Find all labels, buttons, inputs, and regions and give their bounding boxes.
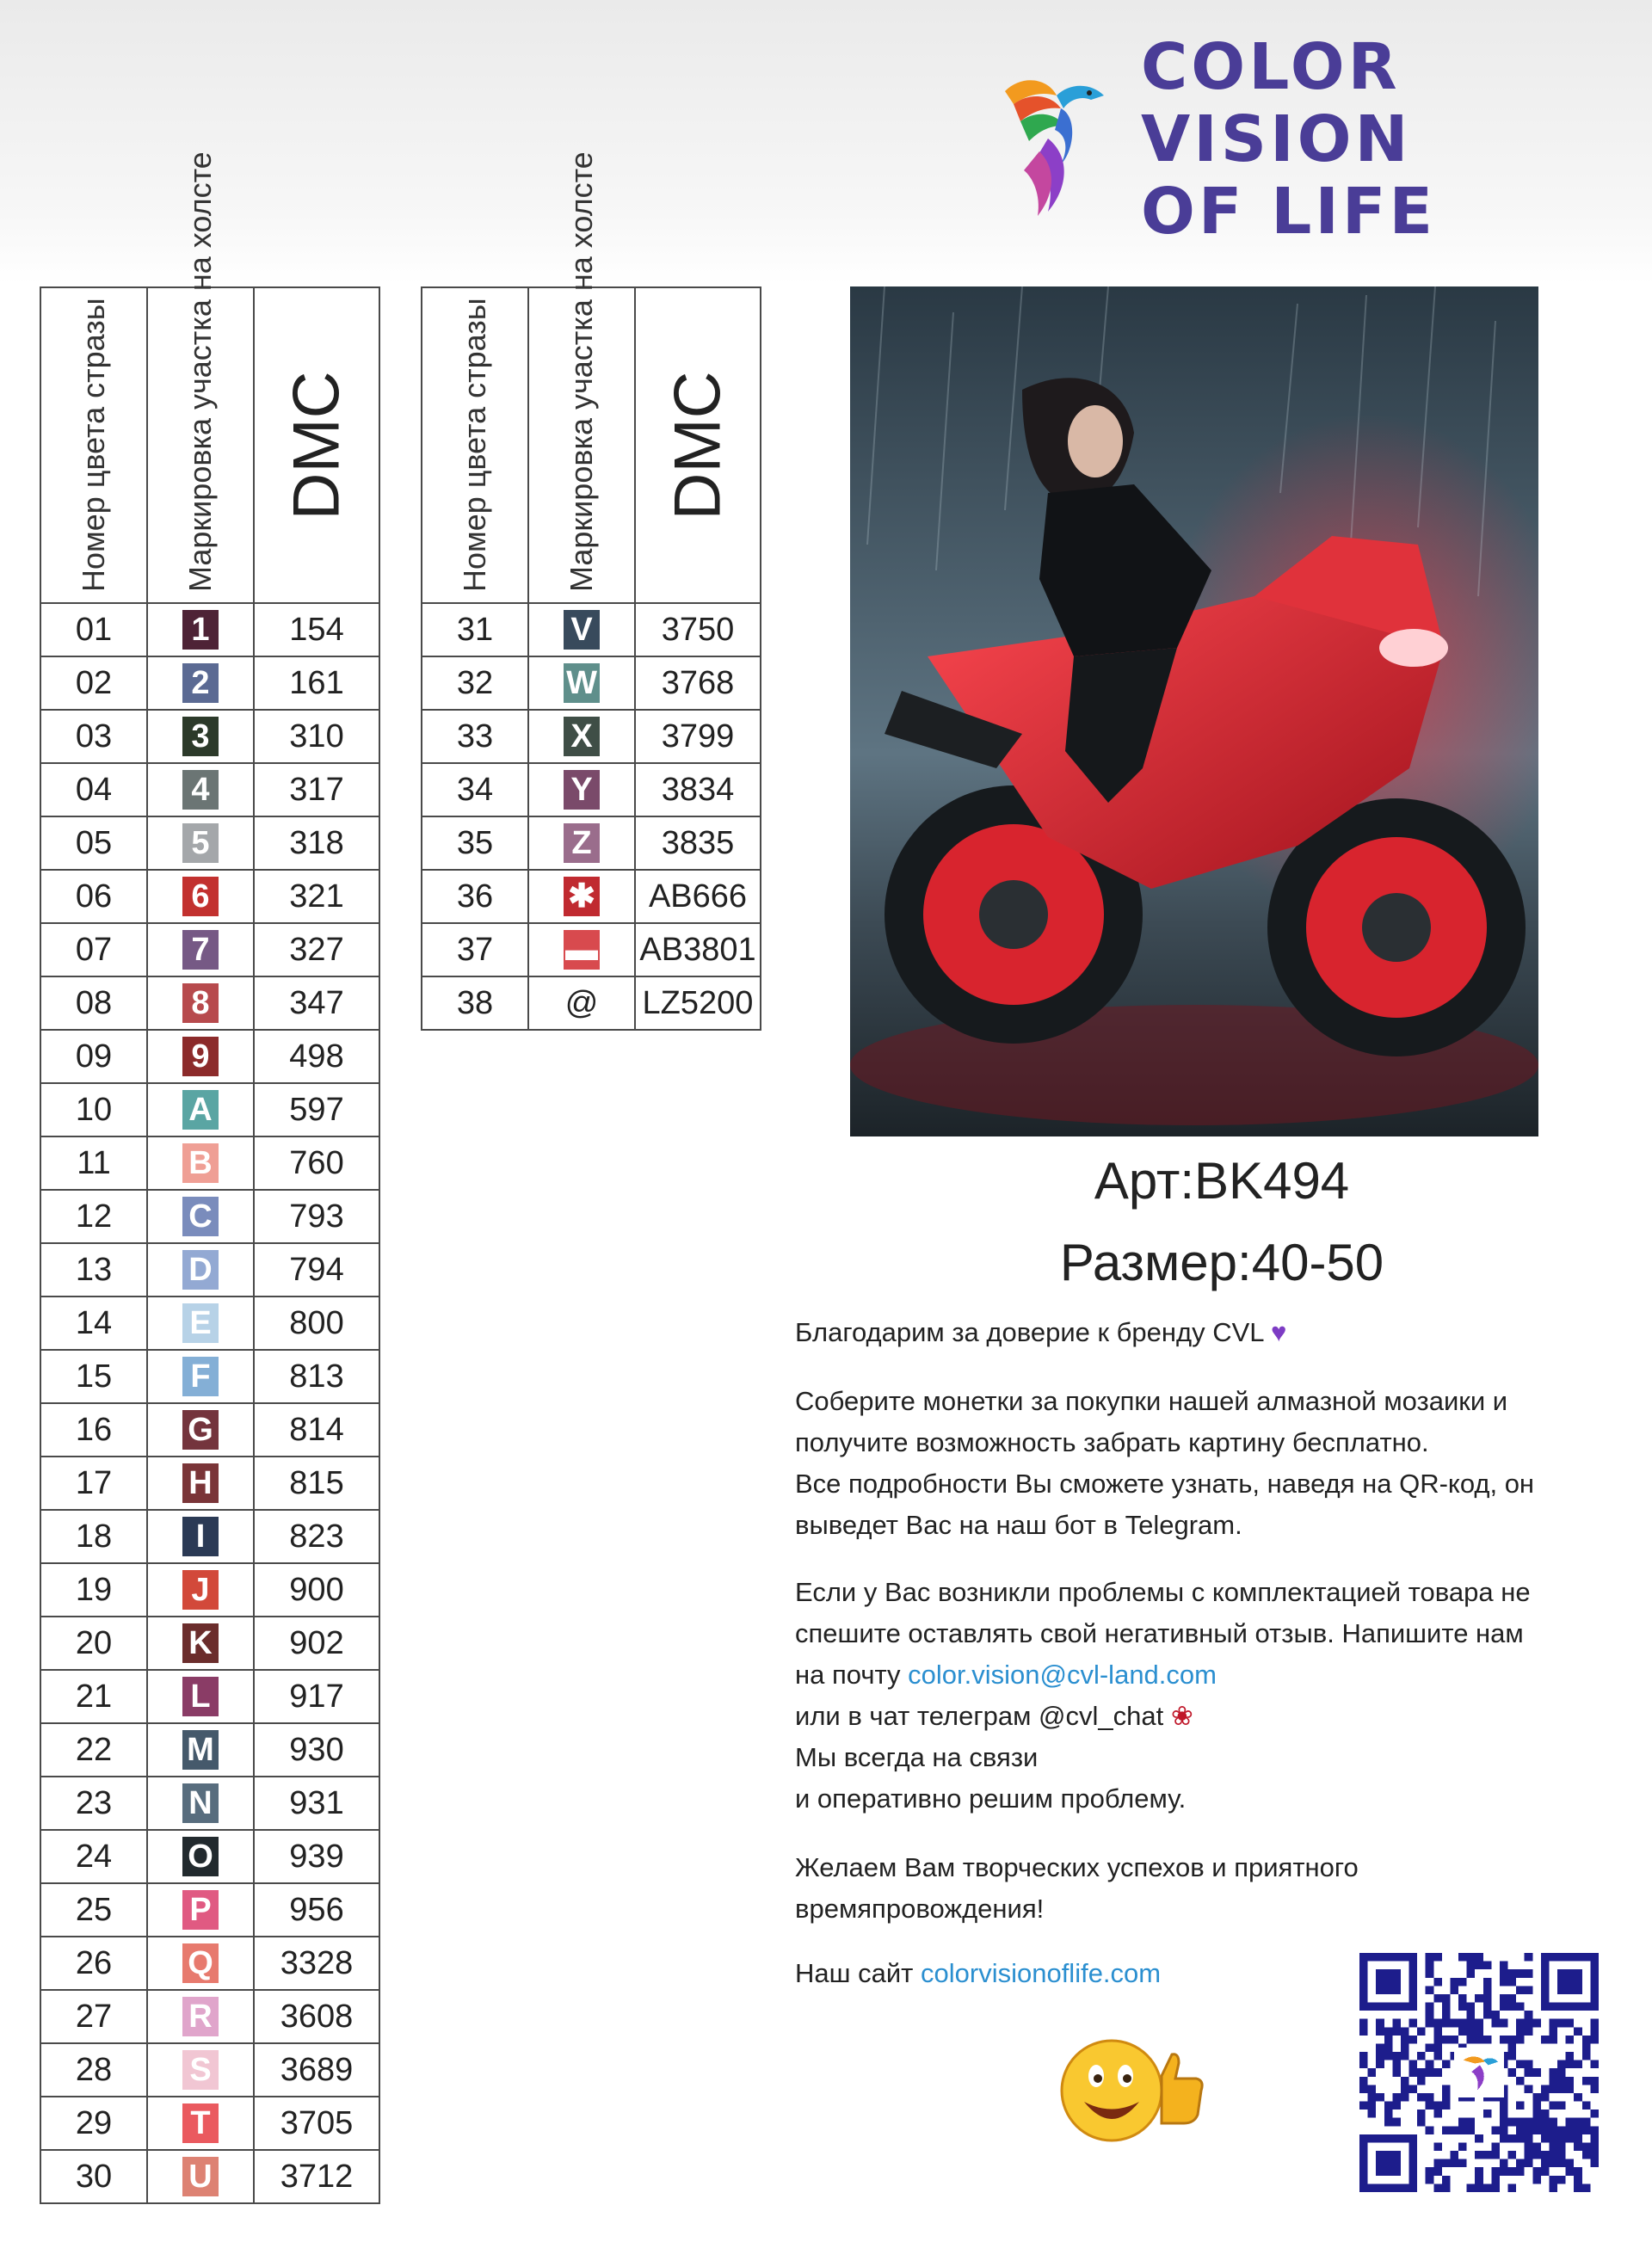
coins-line-1: Соберите монетки за покупки нашей алмазной мозаики и [795, 1386, 1508, 1416]
marking-cell [147, 923, 254, 976]
table-row [40, 1563, 379, 1617]
marking-cell [147, 1937, 254, 1990]
dmc-code: AB3801 [635, 923, 761, 976]
marking-cell [147, 656, 254, 710]
purple-heart-icon: ♥ [1271, 1317, 1287, 1347]
problem-line-1: Если у Вас возникли проблемы с комплектацией товара не [795, 1577, 1531, 1607]
dmc-code: 347 [254, 976, 379, 1030]
dmc-code: 939 [254, 1830, 379, 1883]
marking-cell [147, 1510, 254, 1563]
marking-cell [147, 1136, 254, 1190]
dmc-code: 823 [254, 1510, 379, 1563]
table-row [40, 1510, 379, 1563]
brand-line-2: VISION [1141, 102, 1412, 176]
dmc-code: 3750 [635, 603, 761, 656]
problem-line-3: на почту [795, 1660, 901, 1690]
dmc-code: 321 [254, 870, 379, 923]
motorcycle-rider-illustration [850, 286, 1538, 1136]
dmc-code: 327 [254, 923, 379, 976]
marking-symbol: 6 [182, 877, 219, 916]
marking-cell [147, 1883, 254, 1937]
color-number: 19 [40, 1563, 147, 1617]
marking-cell [147, 2043, 254, 2097]
header-marking: Маркировка участка на холсте [528, 287, 635, 603]
marking-symbol: O [182, 1837, 219, 1876]
marking-symbol: G [182, 1410, 219, 1450]
dmc-code: 161 [254, 656, 379, 710]
dmc-code: 310 [254, 710, 379, 763]
marking-cell [147, 1030, 254, 1083]
color-number: 08 [40, 976, 147, 1030]
marking-symbol: Z [564, 823, 600, 863]
marking-cell [528, 710, 635, 763]
color-number: 33 [422, 710, 528, 763]
hummingbird-logo-icon [988, 57, 1117, 220]
dmc-code: 3768 [635, 656, 761, 710]
color-number: 03 [40, 710, 147, 763]
color-number: 05 [40, 816, 147, 870]
coins-line-4: выведет Вас на наш бот в Telegram. [795, 1510, 1242, 1540]
color-number: 28 [40, 2043, 147, 2097]
marking-cell [528, 816, 635, 870]
marking-symbol: Y [564, 770, 600, 810]
color-number: 37 [422, 923, 528, 976]
marking-symbol: 8 [182, 983, 219, 1023]
table-row [40, 870, 379, 923]
marking-cell [147, 710, 254, 763]
color-number: 01 [40, 603, 147, 656]
color-number: 21 [40, 1670, 147, 1723]
color-number: 06 [40, 870, 147, 923]
marking-symbol: K [182, 1623, 219, 1663]
table-row [40, 1937, 379, 1990]
color-number: 25 [40, 1883, 147, 1937]
marking-symbol: 7 [182, 930, 219, 970]
table-row [40, 1457, 379, 1510]
table-row [40, 603, 379, 656]
marking-symbol: @ [564, 985, 599, 1021]
color-number: 04 [40, 763, 147, 816]
marking-cell [147, 1617, 254, 1670]
marking-symbol: ✱ [564, 877, 600, 916]
marking-symbol: H [182, 1463, 219, 1503]
marking-cell [147, 1403, 254, 1457]
dmc-code: 3689 [254, 2043, 379, 2097]
dmc-code: LZ5200 [635, 976, 761, 1030]
article-number: Арт:BK494 [1094, 1152, 1350, 1210]
table-row [40, 1777, 379, 1830]
problem-line-5: Мы всегда на связи [795, 1742, 1039, 1772]
color-number: 23 [40, 1777, 147, 1830]
marking-cell [147, 1990, 254, 2043]
color-number: 35 [422, 816, 528, 870]
color-number: 24 [40, 1830, 147, 1883]
color-number: 26 [40, 1937, 147, 1990]
color-table-right [421, 151, 761, 1031]
brand-line-1: COLOR [1141, 30, 1401, 104]
table-row [40, 1403, 379, 1457]
marking-cell [147, 1190, 254, 1243]
problem-line-6: и оперативно решим проблему. [795, 1783, 1187, 1814]
table-row [40, 923, 379, 976]
dmc-code: 814 [254, 1403, 379, 1457]
marking-symbol: A [182, 1090, 219, 1130]
marking-cell [147, 870, 254, 923]
color-number: 15 [40, 1350, 147, 1403]
marking-cell [528, 870, 635, 923]
table-row [40, 710, 379, 763]
marking-cell [147, 1670, 254, 1723]
smiley-thumbs-up-icon [1058, 2029, 1213, 2149]
color-number: 09 [40, 1030, 147, 1083]
marking-symbol: T [182, 2103, 219, 2143]
table-row [40, 1243, 379, 1297]
table-row [40, 816, 379, 870]
marking-symbol: W [564, 663, 600, 703]
thanks-paragraph [795, 1312, 1621, 1353]
problem-line-4: или в чат телеграм @cvl_chat [795, 1701, 1164, 1731]
dmc-code: 3799 [635, 710, 761, 763]
marking-cell [528, 763, 635, 816]
marking-cell [147, 1563, 254, 1617]
wish-paragraph [795, 1847, 1621, 1930]
wish-line-1: Желаем Вам творческих успехов и приятного [795, 1852, 1359, 1882]
table-row [40, 1297, 379, 1350]
marking-symbol: B [182, 1143, 219, 1183]
color-table-left [40, 151, 380, 2204]
color-number: 34 [422, 763, 528, 816]
table-row [422, 656, 761, 710]
marking-symbol: U [182, 2157, 219, 2196]
color-number: 32 [422, 656, 528, 710]
table-row [422, 976, 761, 1030]
dmc-code: 900 [254, 1563, 379, 1617]
dmc-code: 3712 [254, 2150, 379, 2203]
table-row [40, 1723, 379, 1777]
color-number: 20 [40, 1617, 147, 1670]
marking-symbol: N [182, 1783, 219, 1823]
marking-cell [528, 603, 635, 656]
color-number: 11 [40, 1136, 147, 1190]
color-number: 02 [40, 656, 147, 710]
email-link[interactable]: color.vision@cvl-land.com [908, 1660, 1217, 1690]
marking-symbol: L [182, 1677, 219, 1716]
marking-cell [528, 923, 635, 976]
header-marking: Маркировка участка на холсте [147, 287, 254, 603]
coins-line-3: Все подробности Вы сможете узнать, наведя на QR-код, он [795, 1469, 1535, 1499]
header-number: Номер цвета стразы [422, 287, 528, 603]
dmc-code: 760 [254, 1136, 379, 1190]
table-row [40, 656, 379, 710]
dmc-code: 597 [254, 1083, 379, 1136]
marking-symbol: 5 [182, 823, 219, 863]
dmc-code: 793 [254, 1190, 379, 1243]
dmc-code: 931 [254, 1777, 379, 1830]
site-prefix: Наш сайт [795, 1958, 914, 1988]
marking-cell [528, 976, 635, 1030]
table-row [40, 1030, 379, 1083]
marking-cell [147, 1083, 254, 1136]
thanks-text: Благодарим за доверие к бренду CVL [795, 1317, 1264, 1347]
dmc-code: 317 [254, 763, 379, 816]
dmc-code: AB666 [635, 870, 761, 923]
table-row [422, 870, 761, 923]
marking-cell [147, 816, 254, 870]
dmc-code: 3705 [254, 2097, 379, 2150]
brand-line-3: OF LIFE [1141, 175, 1437, 249]
table-row [40, 1083, 379, 1136]
rose-icon: ❀ [1170, 1701, 1193, 1731]
dmc-code: 3328 [254, 1937, 379, 1990]
marking-cell [147, 1243, 254, 1297]
dmc-code: 902 [254, 1617, 379, 1670]
marking-cell [147, 1457, 254, 1510]
dmc-code: 930 [254, 1723, 379, 1777]
dmc-code: 3834 [635, 763, 761, 816]
problem-paragraph [795, 1572, 1621, 1820]
dmc-code: 318 [254, 816, 379, 870]
color-number: 27 [40, 1990, 147, 2043]
product-size: Размер:40-50 [1059, 1234, 1384, 1291]
dmc-code: 794 [254, 1243, 379, 1297]
dmc-code: 3835 [635, 816, 761, 870]
marking-symbol: R [182, 1997, 219, 2036]
table-row [40, 1617, 379, 1670]
table-row [422, 603, 761, 656]
color-number: 30 [40, 2150, 147, 2203]
table-row [422, 710, 761, 763]
marking-cell [528, 656, 635, 710]
table-row [40, 1830, 379, 1883]
dmc-code: 917 [254, 1670, 379, 1723]
table-row [40, 1883, 379, 1937]
dmc-code: 800 [254, 1297, 379, 1350]
dmc-code: 498 [254, 1030, 379, 1083]
marking-cell [147, 1830, 254, 1883]
marking-symbol: 4 [182, 770, 219, 810]
marking-symbol: 1 [182, 610, 219, 650]
table-row [40, 2043, 379, 2097]
color-number: 12 [40, 1190, 147, 1243]
color-number: 14 [40, 1297, 147, 1350]
table-row [40, 2150, 379, 2203]
dmc-code: 154 [254, 603, 379, 656]
coins-line-2: получите возможность забрать картину бесплатно. [795, 1427, 1429, 1457]
marking-cell [147, 1723, 254, 1777]
product-image [850, 286, 1538, 1136]
table-row [422, 816, 761, 870]
marking-symbol: J [182, 1570, 219, 1610]
color-number: 38 [422, 976, 528, 1030]
marking-symbol: D [182, 1250, 219, 1290]
dmc-code: 813 [254, 1350, 379, 1403]
table-row [40, 976, 379, 1030]
color-number: 16 [40, 1403, 147, 1457]
marking-symbol: V [564, 610, 600, 650]
site-link[interactable]: colorvisionoflife.com [921, 1958, 1162, 1988]
marking-symbol: S [182, 2050, 219, 2090]
table-row [40, 1670, 379, 1723]
brand-wordmark [1141, 31, 1436, 248]
table-row [40, 2097, 379, 2150]
table-row [40, 1190, 379, 1243]
color-number: 07 [40, 923, 147, 976]
table-row [40, 763, 379, 816]
table-row [40, 1350, 379, 1403]
problem-line-2: спешите оставлять свой негативный отзыв. Напишите нам [795, 1618, 1524, 1648]
marking-cell [147, 2097, 254, 2150]
color-number: 18 [40, 1510, 147, 1563]
brand-logo [988, 30, 1437, 249]
table-row [422, 923, 761, 976]
marking-cell [147, 603, 254, 656]
dmc-code: 956 [254, 1883, 379, 1937]
marking-symbol: I [182, 1517, 219, 1556]
marking-symbol: 9 [182, 1037, 219, 1076]
table-row [40, 1990, 379, 2043]
qr-code[interactable] [1359, 1953, 1599, 2192]
table-row [422, 763, 761, 816]
header-number: Номер цвета стразы [40, 287, 147, 603]
color-number: 29 [40, 2097, 147, 2150]
marking-symbol: F [182, 1357, 219, 1396]
color-number: 31 [422, 603, 528, 656]
marking-cell [147, 976, 254, 1030]
marking-cell [147, 1350, 254, 1403]
marking-symbol: ▬ [565, 932, 598, 968]
marking-cell [147, 1777, 254, 1830]
dmc-code: 815 [254, 1457, 379, 1510]
marking-symbol: X [564, 717, 600, 756]
header-dmc: DMC [254, 287, 379, 603]
marking-symbol: 2 [182, 663, 219, 703]
table-row [40, 1136, 379, 1190]
color-number: 17 [40, 1457, 147, 1510]
dmc-code: 3608 [254, 1990, 379, 2043]
marking-symbol: Q [182, 1943, 219, 1983]
marking-symbol: E [182, 1303, 219, 1343]
marking-symbol: C [182, 1197, 219, 1236]
header-dmc: DMC [635, 287, 761, 603]
wish-line-2: времяпровождения! [795, 1894, 1045, 1924]
marking-cell [147, 1297, 254, 1350]
marking-symbol: M [182, 1730, 219, 1770]
marking-symbol: P [182, 1890, 219, 1930]
marking-cell [147, 2150, 254, 2203]
coins-paragraph [795, 1381, 1621, 1546]
color-number: 10 [40, 1083, 147, 1136]
color-number: 13 [40, 1243, 147, 1297]
color-number: 36 [422, 870, 528, 923]
color-number: 22 [40, 1723, 147, 1777]
marking-symbol: 3 [182, 717, 219, 756]
marking-cell [147, 763, 254, 816]
